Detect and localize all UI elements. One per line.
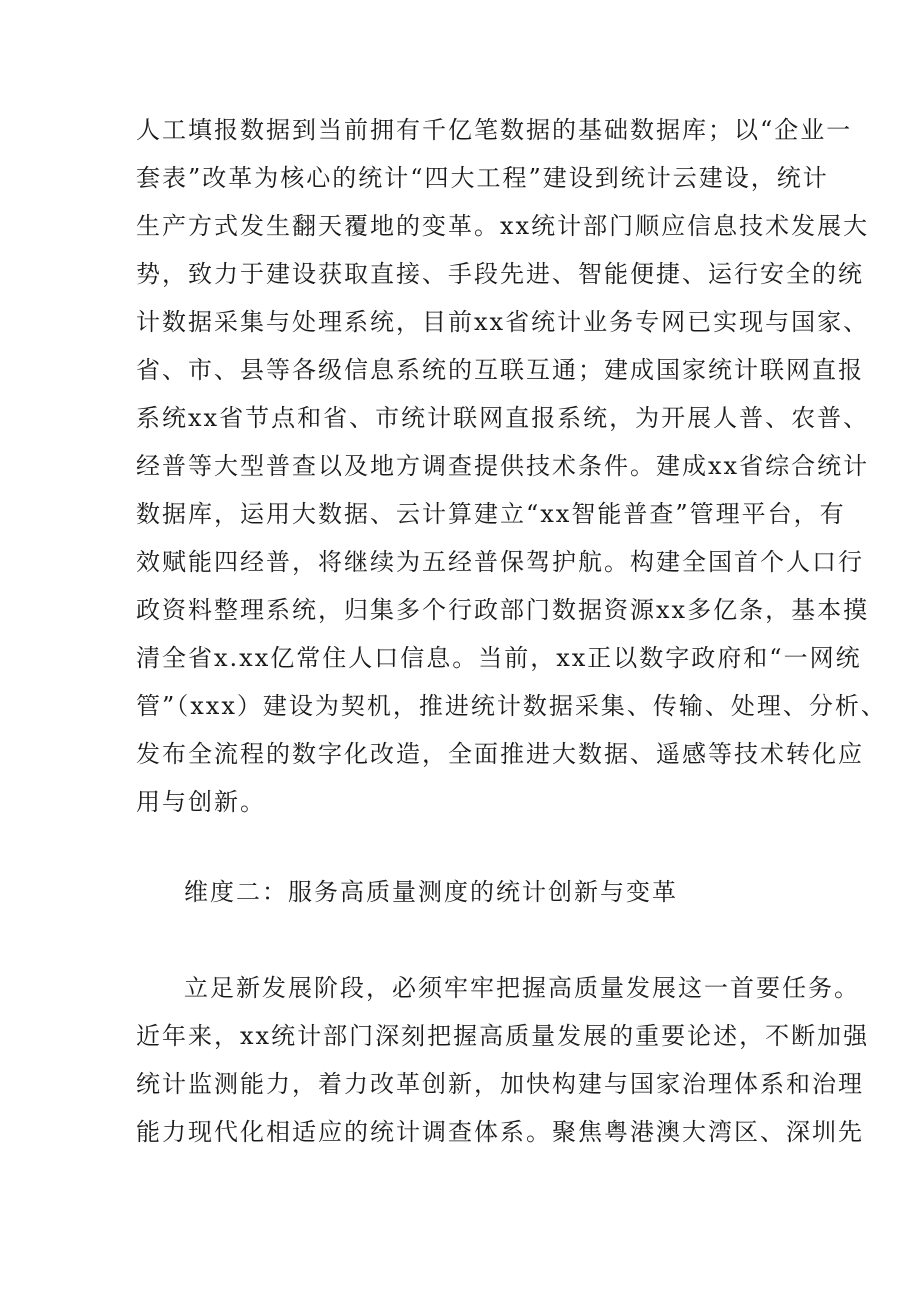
text-line: 管”（xxx）建设为契机，推进统计数据采集、传输、处理、分析、 xyxy=(136,692,887,720)
section-heading: 维度二：服务高质量测度的统计创新与变革 xyxy=(184,878,678,906)
text-line: 近年来，xx统计部门深刻把握高质量发展的重要论述，不断加强 xyxy=(136,1022,870,1050)
text-line: 系统xx省节点和省、市统计联网直报系统，为开展人普、农普、 xyxy=(136,404,870,432)
text-line: 势，致力于建设获取直接、手段先进、智能便捷、运行安全的统 xyxy=(136,260,864,288)
text-line: 人工填报数据到当前拥有千亿笔数据的基础数据库；以“企业一 xyxy=(136,116,853,144)
text-line: 套表”改革为核心的统计“四大工程”建设到统计云建设，统计 xyxy=(136,164,829,192)
text-line: 计数据采集与处理系统，目前xx省统计业务专网已实现与国家、 xyxy=(136,308,870,336)
text-line: 立足新发展阶段，必须牢牢把握高质量发展这一首要任务。 xyxy=(184,974,860,1002)
text-line: 数据库，运用大数据、云计算建立“xx智能普查”管理平台，有 xyxy=(136,500,846,528)
text-line: 生产方式发生翻天覆地的变革。xx统计部门顺应信息技术发展大 xyxy=(136,212,870,240)
text-line: 能力现代化相适应的统计调查体系。聚焦粤港澳大湾区、深圳先 xyxy=(136,1118,864,1146)
text-line: 统计监测能力，着力改革创新，加快构建与国家治理体系和治理 xyxy=(136,1070,864,1098)
text-line: 政资料整理系统，归集多个行政部门数据资源xx多亿条，基本摸 xyxy=(136,596,870,624)
text-line: 效赋能四经普，将继续为五经普保驾护航。构建全国首个人口行 xyxy=(136,548,864,576)
text-line: 发布全流程的数字化改造，全面推进大数据、遥感等技术转化应 xyxy=(136,740,864,768)
text-line: 用与创新。 xyxy=(136,788,266,816)
text-line: 经普等大型普查以及地方调查提供技术条件。建成xx省综合统计 xyxy=(136,452,870,480)
text-line: 省、市、县等各级信息系统的互联互通；建成国家统计联网直报 xyxy=(136,356,864,384)
text-line: 清全省x.xx亿常住人口信息。当前，xx正以数字政府和“一网统 xyxy=(136,644,862,672)
